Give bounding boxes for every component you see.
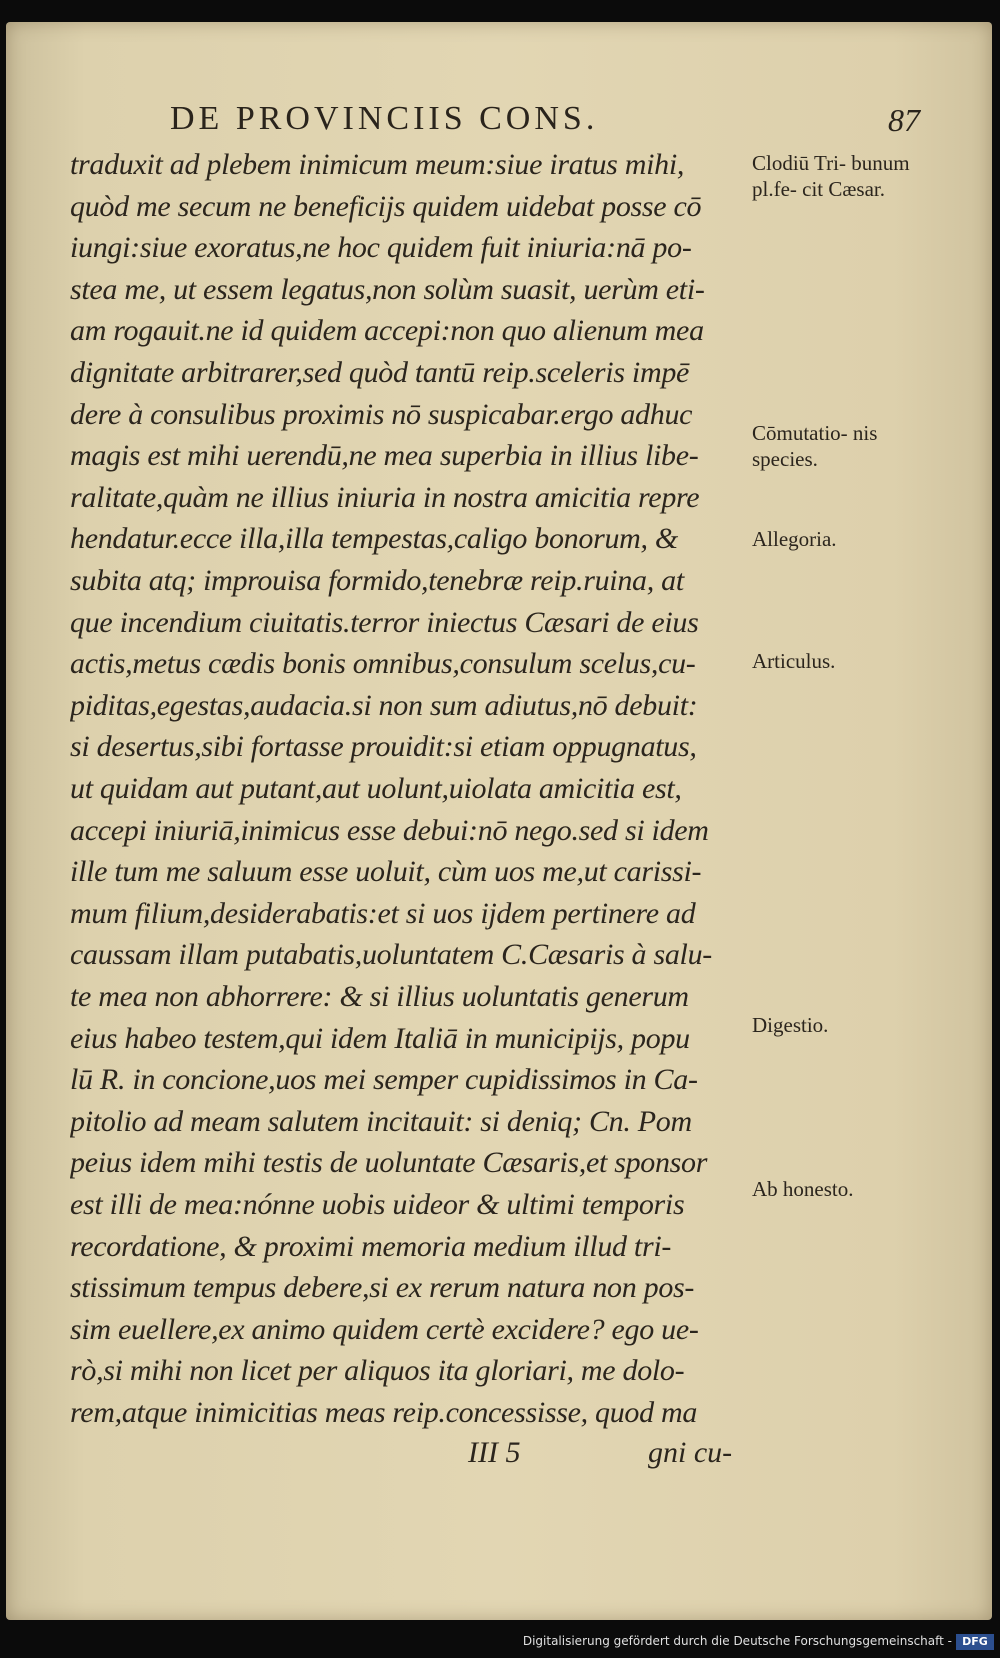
text-line: ille tum me saluum esse uoluit, cùm uos me,ut carissi- [70,855,702,889]
margin-note: Clodiū Tri- bunum pl.fe- cit Cæsar. [752,151,910,201]
margin-note: Articulus. [752,649,836,673]
text-line: ut quidam aut putant,aut uolunt,uiolata amicitia est, [70,772,682,805]
text-line: mum filium,desiderabatis:et si uos ijdem pertinere ad [70,896,696,930]
text-line: dignitate arbitrarer,sed quòd tantū reip.sceleris impē [70,356,690,389]
page-number: 87 [888,102,920,138]
text-line: peius idem mihi testis de uoluntate Cæsaris,et sponsor [70,1146,708,1180]
dfg-logo: DFG [956,1634,994,1650]
text-line: dere à consulibus proximis nō suspicabar.ergo adhuc [70,397,693,431]
text-line: actis,metus cædis bonis omnibus,consulum scelus,cu- [70,647,696,681]
text-line: recordatione, & proximi memoria medium illud tri- [70,1229,672,1263]
text-line: accepi iniuriā,inimicus esse debui:nō nego.sed si idem [70,813,709,847]
signature-mark: III 5 [468,1436,521,1469]
text-line: te mea non abhorrere: & si illius uoluntatis generum [70,980,689,1013]
margin-note: Cōmutatio- nis species. [752,421,878,471]
text-line: am rogauit.ne id quidem accepi:non quo alienum mea [70,314,704,348]
text-line: stea me, ut essem legatus,non solùm suasit, uerùm eti- [70,272,705,306]
margin-note: Allegoria. [752,527,837,551]
text-line: eius habeo testem,qui idem Italiā in municipijs, popu [70,1021,690,1055]
text-line: stissimum tempus debere,si ex rerum natura non pos- [70,1271,695,1305]
text-line: iungi:siue exoratus,ne hoc quidem fuit iniuria:nā po- [70,231,692,265]
margin-note: Digestio. [752,1013,829,1037]
text-line: ralitate,quàm ne illius iniuria in nostra amicitia repre [70,480,700,514]
text-line: rò,si mihi non licet per aliquos ita gloriari, me dolo- [70,1354,685,1388]
text-line: hendatur.ecce illa,illa tempestas,caligo bonorum, & [70,522,678,556]
running-title: DE PROVINCIIS CONS. [170,100,599,137]
catchword: gni cu- [648,1436,733,1469]
text-line: si desertus,sibi fortasse prouidit:si etiam oppugnatus, [70,730,697,764]
running-header [170,100,750,140]
text-line: rem,atque inimicitias meas reip.concessisse, quod ma [70,1396,698,1429]
text-line: que incendium ciuitatis.terror iniectus Cæsari de eius [70,605,699,639]
text-line: sim euellere,ex animo quidem certè excidere? ego ue- [70,1312,699,1346]
text-line: piditas,egestas,audacia.si non sum adiutus,nō debuit: [70,688,698,722]
margin-note: Ab honesto. [752,1177,854,1201]
text-line: lū R. in concione,uos mei semper cupidissimos in Ca- [70,1063,698,1097]
text-line: est illi de mea:nónne uobis uideor & ultimi temporis [70,1188,685,1221]
funding-credit: Digitalisierung gefördert durch die Deutsche Forschungsgemeinschaft - [522,1634,952,1648]
text-line: quòd me secum ne beneficijs quidem uidebat posse cō [70,189,702,223]
text-line: caussam illam putabatis,uoluntatem C.Cæsaris à salu- [70,938,712,972]
text-line: magis est mihi uerendū,ne mea superbia in illius libe- [70,439,699,473]
text-line: subita atq; improuisa formido,tenebræ reip.ruina, at [70,564,684,597]
footer-bar [0,1628,1000,1658]
text-line: traduxit ad plebem inimicum meum:siue iratus mihi, [70,148,685,181]
text-line: pitolio ad meam salutem incitauit: si deniq; Cn. Pom [70,1104,692,1138]
